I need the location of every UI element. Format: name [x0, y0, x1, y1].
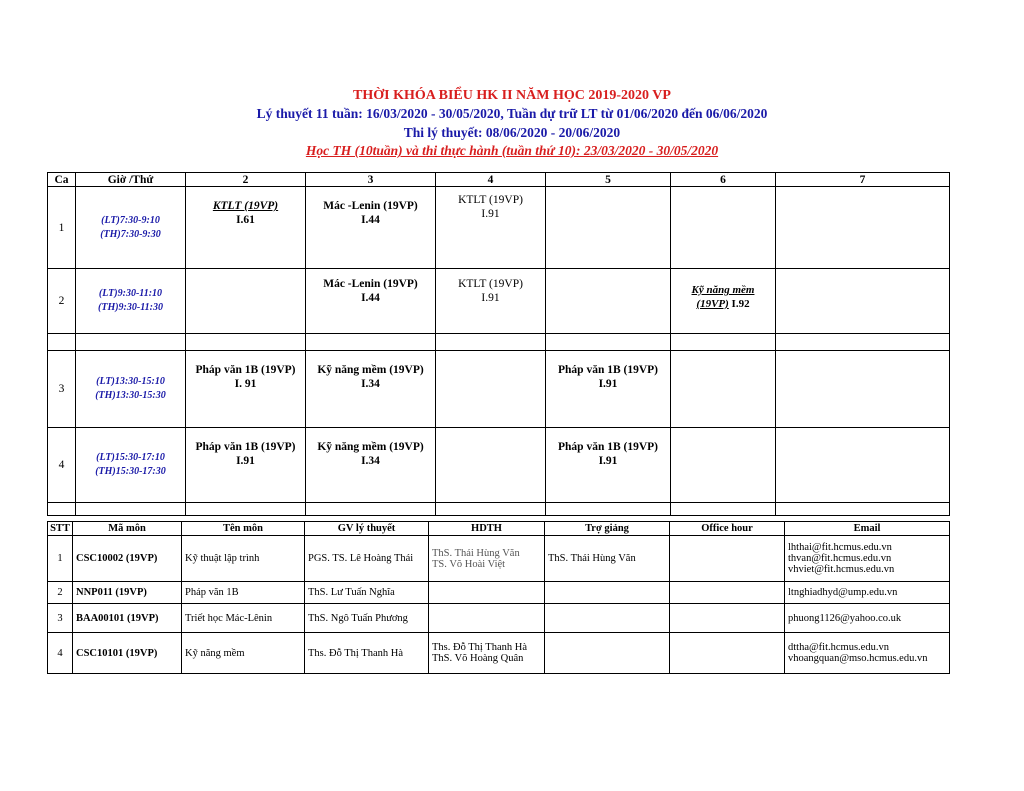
- class-name: KTLT (19VP): [458, 194, 523, 206]
- course-name: Kỹ năng mềm: [182, 633, 305, 674]
- email-2[interactable]: vhoangquan@mso.hcmus.edu.vn: [788, 653, 928, 664]
- schedule-row-ca-2: [48, 269, 950, 334]
- title-line-3: Thi lý thuyết: 08/06/2020 - 20/06/2020: [403, 125, 621, 140]
- time-th: (TH)7:30-9:30: [100, 228, 161, 240]
- course-name: Kỹ thuật lập trình: [182, 536, 305, 582]
- course-name: Triết học Mác-Lênin: [182, 604, 305, 633]
- header-day-2: 2: [186, 173, 306, 187]
- class-name: Kỹ năng mềm (19VP): [317, 441, 424, 453]
- course-hdth: [429, 604, 545, 633]
- course-row: [48, 604, 950, 633]
- time-slot: [76, 187, 186, 269]
- time-slot: [76, 351, 186, 428]
- class-room: I.91: [598, 378, 618, 390]
- class-cell: [306, 187, 436, 269]
- class-cell: [436, 269, 546, 334]
- header-day-5: 5: [546, 173, 671, 187]
- empty-cell: [776, 187, 950, 269]
- empty-cell: [546, 269, 671, 334]
- course-office-hour: [670, 633, 785, 674]
- course-code: BAA00101 (19VP): [73, 604, 182, 633]
- course-ta: [545, 633, 670, 674]
- course-hdth: [429, 582, 545, 604]
- class-room: I.34: [361, 378, 380, 390]
- course-lecturer: ThS. Lư Tuấn Nghĩa: [305, 582, 429, 604]
- header-course-code: Mã môn: [73, 522, 182, 536]
- header-lecturer: GV lý thuyết: [305, 522, 429, 536]
- schedule-header-row: [48, 173, 950, 187]
- header-stt: STT: [48, 522, 73, 536]
- header-day-4: 4: [436, 173, 546, 187]
- empty-cell: [436, 428, 546, 503]
- class-room: I.91: [236, 455, 255, 467]
- class-name: Kỹ năng mềm (19VP): [317, 364, 424, 376]
- course-office-hour: [670, 536, 785, 582]
- empty-cell: [776, 428, 950, 503]
- schedule-row-ca-1: [48, 187, 950, 269]
- class-name-suffix: (19VP): [696, 298, 729, 310]
- hdth-1: Ths. Đỗ Thị Thanh Hà: [432, 642, 527, 653]
- course-code: NNP011 (19VP): [73, 582, 182, 604]
- course-info-table: [47, 521, 950, 674]
- empty-cell: [546, 187, 671, 269]
- course-stt: 3: [48, 604, 73, 633]
- header-hdth: HDTH: [429, 522, 545, 536]
- header-ca: Ca: [48, 173, 76, 187]
- header-day-7: 7: [776, 173, 950, 187]
- title-line-1: THỜI KHÓA BIỂU HK II NĂM HỌC 2019-2020 VP: [353, 88, 671, 103]
- course-office-hour: [670, 582, 785, 604]
- class-cell: [671, 269, 776, 334]
- class-cell: [306, 428, 436, 503]
- email-1[interactable]: dttha@fit.hcmus.edu.vn: [788, 642, 889, 653]
- class-cell: [186, 187, 306, 269]
- course-hdth: [429, 633, 545, 674]
- class-name: Mác -Lenin (19VP): [323, 278, 418, 290]
- course-stt: 1: [48, 536, 73, 582]
- course-office-hour: [670, 604, 785, 633]
- class-room: I.92: [731, 298, 750, 310]
- time-lt: (LT)7:30-9:10: [101, 214, 160, 226]
- course-header-row: [48, 522, 950, 536]
- course-lecturer: Ths. Đỗ Thị Thanh Hà: [305, 633, 429, 674]
- email-3[interactable]: vhviet@fit.hcmus.edu.vn: [788, 564, 895, 575]
- class-name: Pháp văn 1B (19VP): [558, 364, 658, 376]
- course-email: [785, 633, 950, 674]
- course-email[interactable]: ltnghiadhyd@ump.edu.vn: [785, 582, 950, 604]
- ca-number: 1: [48, 187, 76, 269]
- time-th: (TH)9:30-11:30: [98, 302, 163, 313]
- time-lt: (LT)13:30-15:10: [96, 376, 165, 387]
- course-lecturer: PGS. TS. Lê Hoàng Thái: [305, 536, 429, 582]
- class-cell: [436, 187, 546, 269]
- class-name: Mác -Lenin (19VP): [323, 200, 418, 212]
- empty-cell: [776, 351, 950, 428]
- time-th: (TH)13:30-15:30: [95, 390, 166, 401]
- course-ta: ThS. Thái Hùng Văn: [545, 536, 670, 582]
- empty-cell: [186, 269, 306, 334]
- header-day-6: 6: [671, 173, 776, 187]
- class-name: Kỹ năng mềm: [691, 284, 755, 296]
- class-cell: [546, 351, 671, 428]
- ca-number: 2: [48, 269, 76, 334]
- course-row: [48, 536, 950, 582]
- time-lt: (LT)15:30-17:10: [96, 452, 165, 463]
- schedule-table: [47, 172, 950, 516]
- spacer-row: [48, 503, 950, 516]
- time-lt: (LT)9:30-11:10: [98, 288, 163, 299]
- course-ta: [545, 604, 670, 633]
- email-1[interactable]: lhthai@fit.hcmus.edu.vn: [788, 542, 892, 553]
- empty-cell: [671, 351, 776, 428]
- class-cell: [186, 351, 306, 428]
- header-course-name: Tên môn: [182, 522, 305, 536]
- class-room: I.91: [481, 208, 500, 220]
- header-office-hour: Office hour: [670, 522, 785, 536]
- email-2[interactable]: thvan@fit.hcmus.edu.vn: [788, 553, 892, 564]
- class-room: I.44: [361, 292, 380, 304]
- empty-cell: [776, 269, 950, 334]
- spacer-row: [48, 334, 950, 351]
- time-slot: [76, 269, 186, 334]
- course-stt: 4: [48, 633, 73, 674]
- course-hdth: [429, 536, 545, 582]
- course-email: [785, 536, 950, 582]
- header-email: Email: [785, 522, 950, 536]
- header-ta: Trợ giảng: [545, 522, 670, 536]
- class-cell: [306, 269, 436, 334]
- time-slot: [76, 428, 186, 503]
- class-name: Pháp văn 1B (19VP): [195, 364, 296, 376]
- course-code: CSC10002 (19VP): [73, 536, 182, 582]
- class-name: Pháp văn 1B (19VP): [558, 441, 658, 453]
- course-ta: [545, 582, 670, 604]
- course-email[interactable]: phuong1126@yahoo.co.uk: [785, 604, 950, 633]
- class-room: I.91: [481, 292, 500, 304]
- hdth-2: ThS. Võ Hoàng Quân: [432, 653, 524, 664]
- ca-number: 4: [48, 428, 76, 503]
- course-code: CSC10101 (19VP): [73, 633, 182, 674]
- course-name: Pháp văn 1B: [182, 582, 305, 604]
- empty-cell: [671, 187, 776, 269]
- class-cell: [306, 351, 436, 428]
- class-cell: [546, 428, 671, 503]
- class-room: I.91: [598, 455, 618, 467]
- class-name: KTLT (19VP): [458, 278, 523, 290]
- class-room: I.34: [361, 455, 380, 467]
- course-row: [48, 582, 950, 604]
- title-line-4: Học TH (10tuần) và thi thực hành (tuần thứ 10): 23/03/2020 - 30/05/2020: [305, 143, 719, 158]
- course-row: [48, 633, 950, 674]
- time-th: (TH)15:30-17:30: [95, 466, 166, 477]
- empty-cell: [436, 351, 546, 428]
- title-line-2: Lý thuyết 11 tuần: 16/03/2020 - 30/05/2020, Tuần dự trữ LT từ 01/06/2020 đến 06/06/2020: [256, 106, 768, 121]
- class-room: I.61: [236, 214, 255, 226]
- schedule-row-ca-4: [48, 428, 950, 503]
- empty-cell: [671, 428, 776, 503]
- class-room: I.44: [361, 214, 380, 226]
- class-name: KTLT (19VP): [212, 200, 279, 212]
- hdth-2: TS. Võ Hoài Việt: [432, 558, 506, 570]
- course-stt: 2: [48, 582, 73, 604]
- class-cell: [186, 428, 306, 503]
- ca-number: 3: [48, 351, 76, 428]
- header-day-3: 3: [306, 173, 436, 187]
- class-name: Pháp văn 1B (19VP): [195, 441, 296, 453]
- course-lecturer: ThS. Ngô Tuấn Phương: [305, 604, 429, 633]
- schedule-row-ca-3: [48, 351, 950, 428]
- class-room: I. 91: [234, 378, 257, 390]
- class-room-line: [671, 297, 775, 311]
- hdth-1: ThS. Thái Hùng Văn: [432, 547, 520, 559]
- header-time: Giờ /Thứ: [76, 173, 186, 187]
